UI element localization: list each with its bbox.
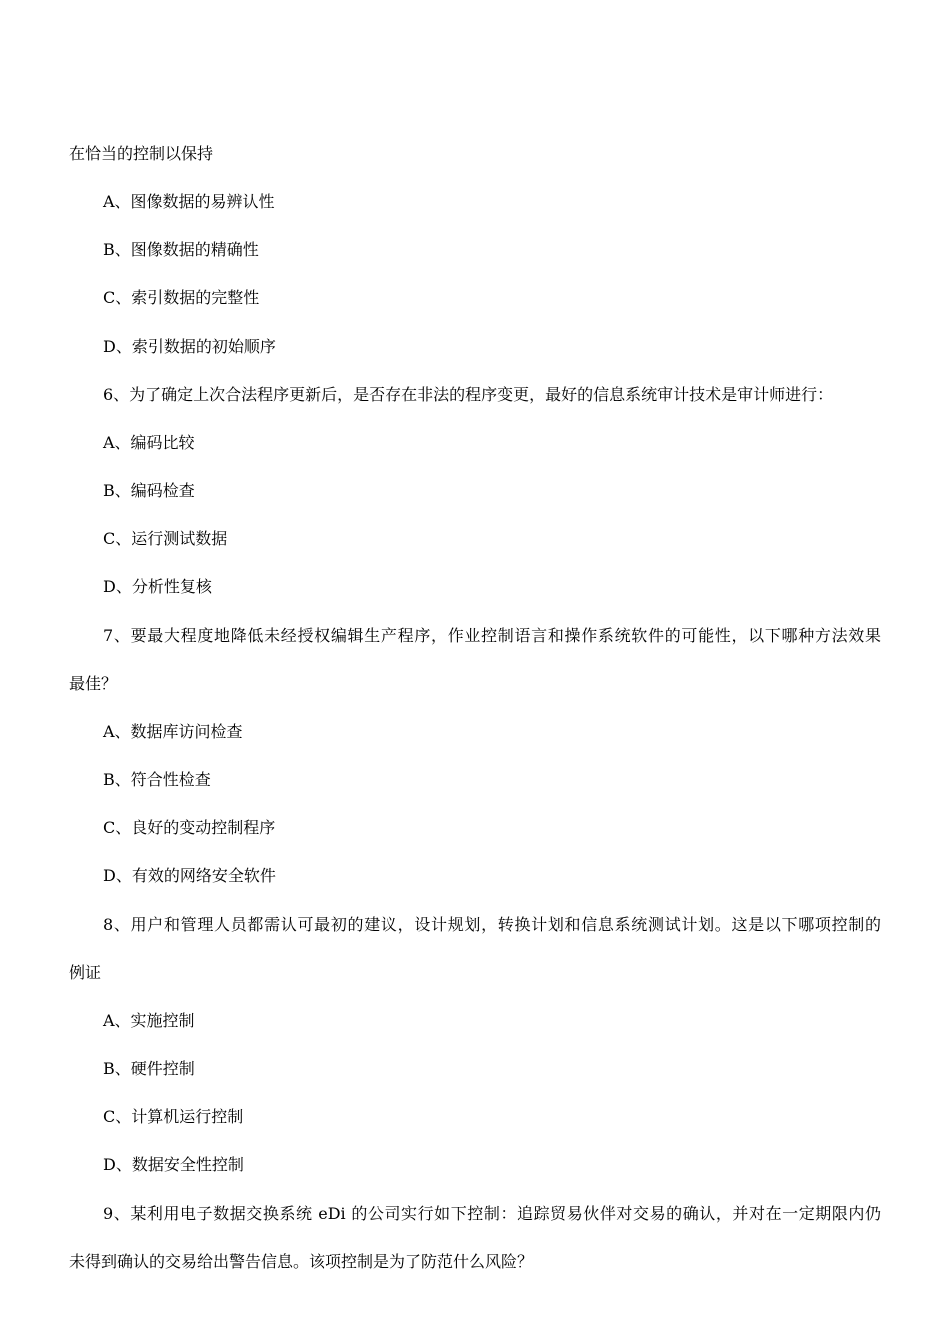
q5-option-b: B、图像数据的精确性 (103, 240, 259, 259)
q7-option-a: A、数据库访问检查 (103, 722, 243, 741)
q8-stem-line2: 例证 (69, 963, 102, 982)
q6-option-d: D、分析性复核 (103, 577, 212, 596)
q5-option-d: D、索引数据的初始顺序 (103, 337, 276, 356)
q6-option-c: C、运行测试数据 (103, 529, 228, 548)
q8-option-d: D、数据安全性控制 (103, 1155, 244, 1174)
q7-stem-line2: 最佳？ (69, 674, 118, 693)
q5-option-a: A、图像数据的易辨认性 (103, 192, 275, 211)
q6-option-b: B、编码检查 (103, 481, 195, 500)
q5-option-c: C、索引数据的完整性 (103, 288, 260, 307)
q6-option-a: A、编码比较 (103, 433, 195, 452)
q7-option-d: D、有效的网络安全软件 (103, 866, 276, 885)
q8-option-c: C、计算机运行控制 (103, 1107, 244, 1126)
q7-option-c: C、良好的变动控制程序 (103, 818, 276, 837)
q6-stem: 6、为了确定上次合法程序更新后，是否存在非法的程序变更，最好的信息系统审计技术是审计师进行： (103, 385, 834, 404)
q8-option-a: A、实施控制 (103, 1011, 195, 1030)
q8-option-b: B、硬件控制 (103, 1059, 195, 1078)
q8-stem-line1: 8、用户和管理人员都需认可最初的建议，设计规划，转换计划和信息系统测试计划。这是以下哪项控制的 (103, 915, 881, 934)
q9-stem-line1: 9、某利用电子数据交换系统 eDi 的公司实行如下控制：追踪贸易伙伴对交易的确认，并对在一定期限内仍 (103, 1204, 881, 1223)
q7-stem-line1: 7、要最大程度地降低未经授权编辑生产程序，作业控制语言和操作系统软件的可能性，以下哪种方法效果 (103, 626, 881, 645)
q9-stem-line2: 未得到确认的交易给出警告信息。该项控制是为了防范什么风险？ (69, 1252, 534, 1271)
continuation-text: 在恰当的控制以保持 (69, 144, 214, 163)
q7-option-b: B、符合性检查 (103, 770, 211, 789)
